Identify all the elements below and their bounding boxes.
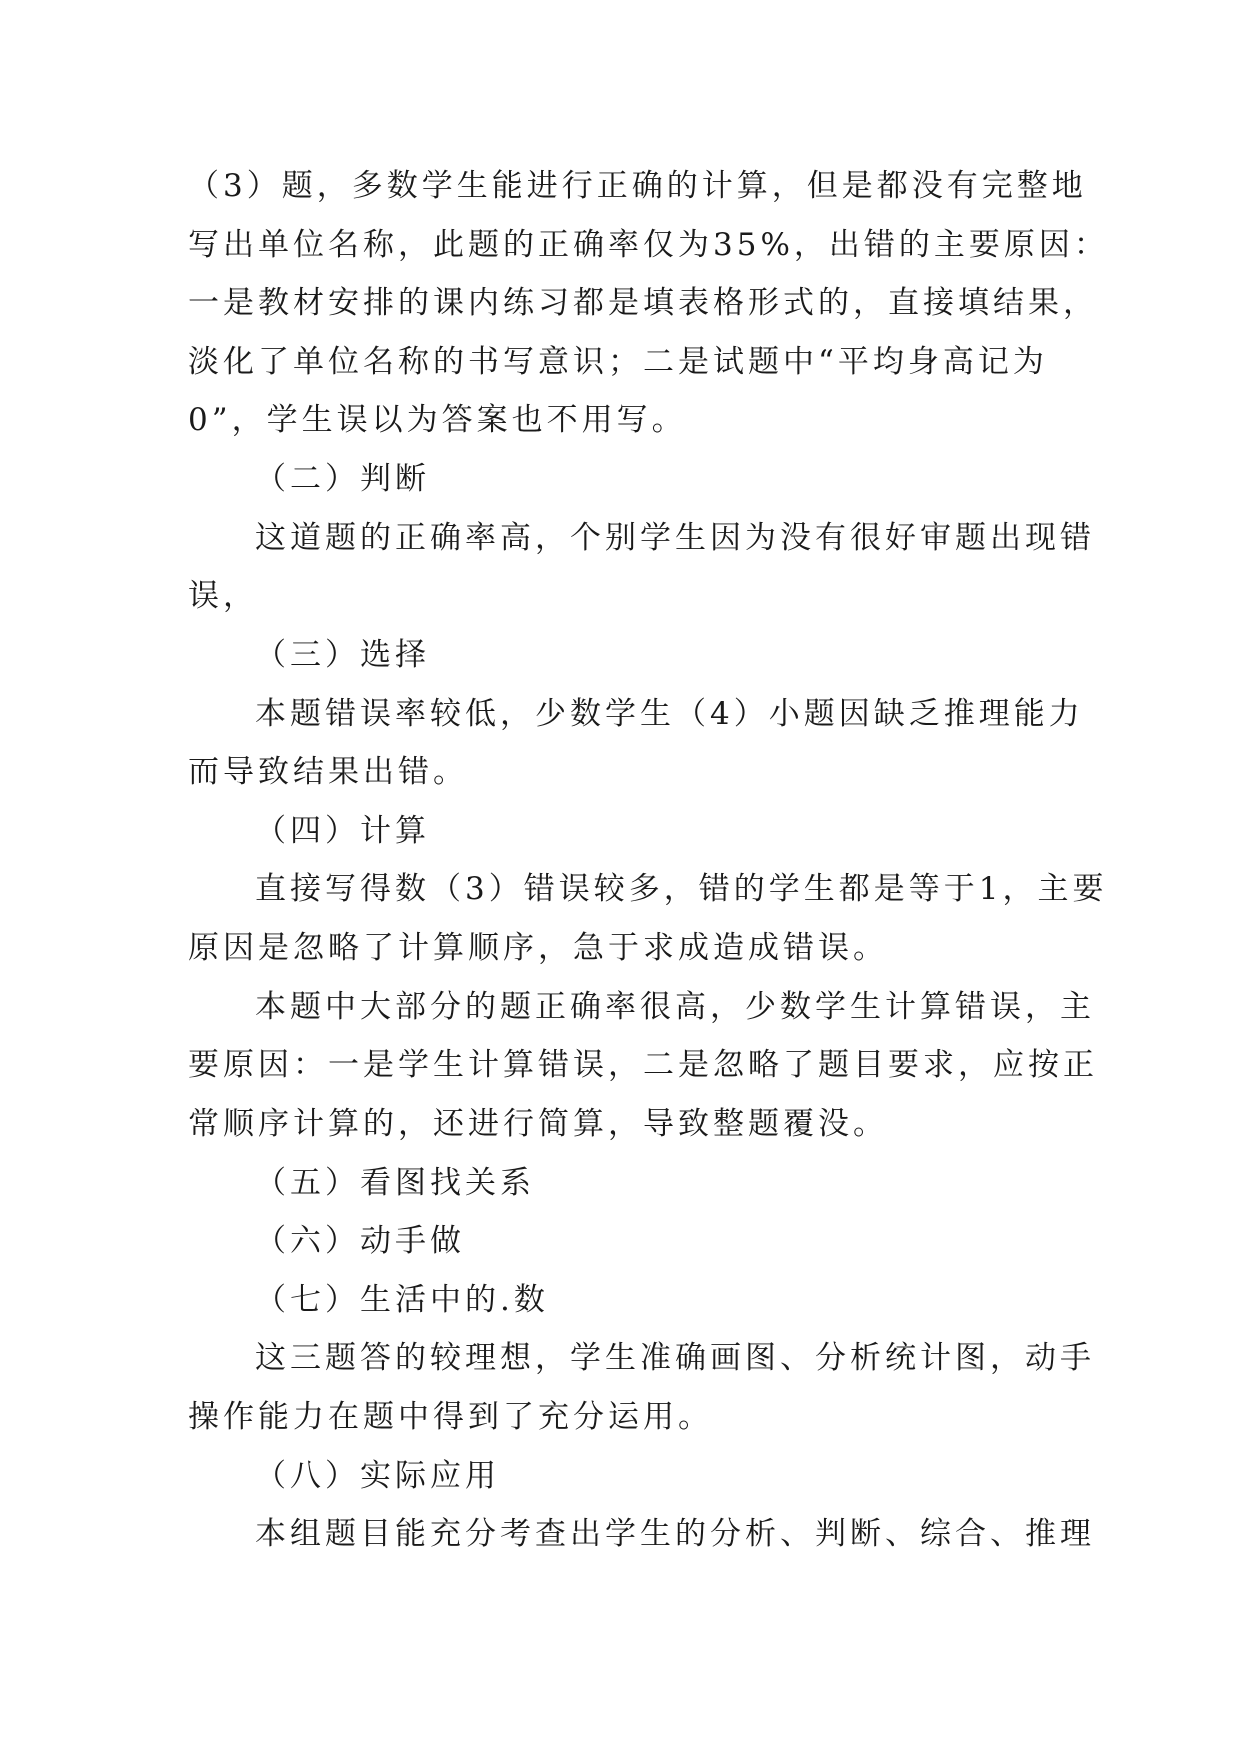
paragraph-line: 操作能力在题中得到了充分运用。 bbox=[188, 1399, 713, 1435]
section-heading: （六）动手做 bbox=[255, 1223, 465, 1259]
section-heading: （五）看图找关系 bbox=[255, 1165, 535, 1201]
paragraph-line: 这道题的正确率高，个别学生因为没有很好审题出现错 bbox=[255, 520, 1095, 556]
section-heading: （二）判断 bbox=[255, 461, 430, 497]
paragraph-line: 直接写得数（3）错误较多，错的学生都是等于1，主要 bbox=[255, 871, 1108, 907]
paragraph-line: 原因是忽略了计算顺序，急于求成造成错误。 bbox=[188, 930, 888, 966]
section-heading: （八）实际应用 bbox=[255, 1458, 500, 1494]
paragraph-line: 淡化了单位名称的书写意识；二是试题中“平均身高记为 bbox=[188, 344, 1048, 380]
paragraph-line: 这三题答的较理想，学生准确画图、分析统计图，动手 bbox=[255, 1340, 1095, 1376]
section-heading: （七）生活中的.数 bbox=[255, 1282, 549, 1318]
section-heading: （三）选择 bbox=[255, 637, 430, 673]
paragraph-line: 本题错误率较低，少数学生（4）小题因缺乏推理能力 bbox=[255, 696, 1084, 732]
paragraph-line: 而导致结果出错。 bbox=[188, 754, 468, 790]
paragraph-line: 0”，学生误以为答案也不用写。 bbox=[188, 402, 687, 438]
paragraph-line: 本组题目能充分考查出学生的分析、判断、综合、推理 bbox=[255, 1516, 1095, 1552]
paragraph-line: 本题中大部分的题正确率很高，少数学生计算错误，主 bbox=[255, 989, 1095, 1025]
paragraph-line: 常顺序计算的，还进行简算，导致整题覆没。 bbox=[188, 1106, 888, 1142]
paragraph-line: 要原因：一是学生计算错误，二是忽略了题目要求，应按正 bbox=[188, 1047, 1098, 1083]
paragraph-line: （3）题，多数学生能进行正确的计算，但是都没有完整地 bbox=[188, 168, 1087, 204]
paragraph-line: 写出单位名称，此题的正确率仅为35%，出错的主要原因： bbox=[188, 227, 1109, 263]
paragraph-line: 一是教材安排的课内练习都是填表格形式的，直接填结果， bbox=[188, 285, 1098, 321]
section-heading: （四）计算 bbox=[255, 813, 430, 849]
paragraph-line: 误， bbox=[188, 578, 258, 614]
